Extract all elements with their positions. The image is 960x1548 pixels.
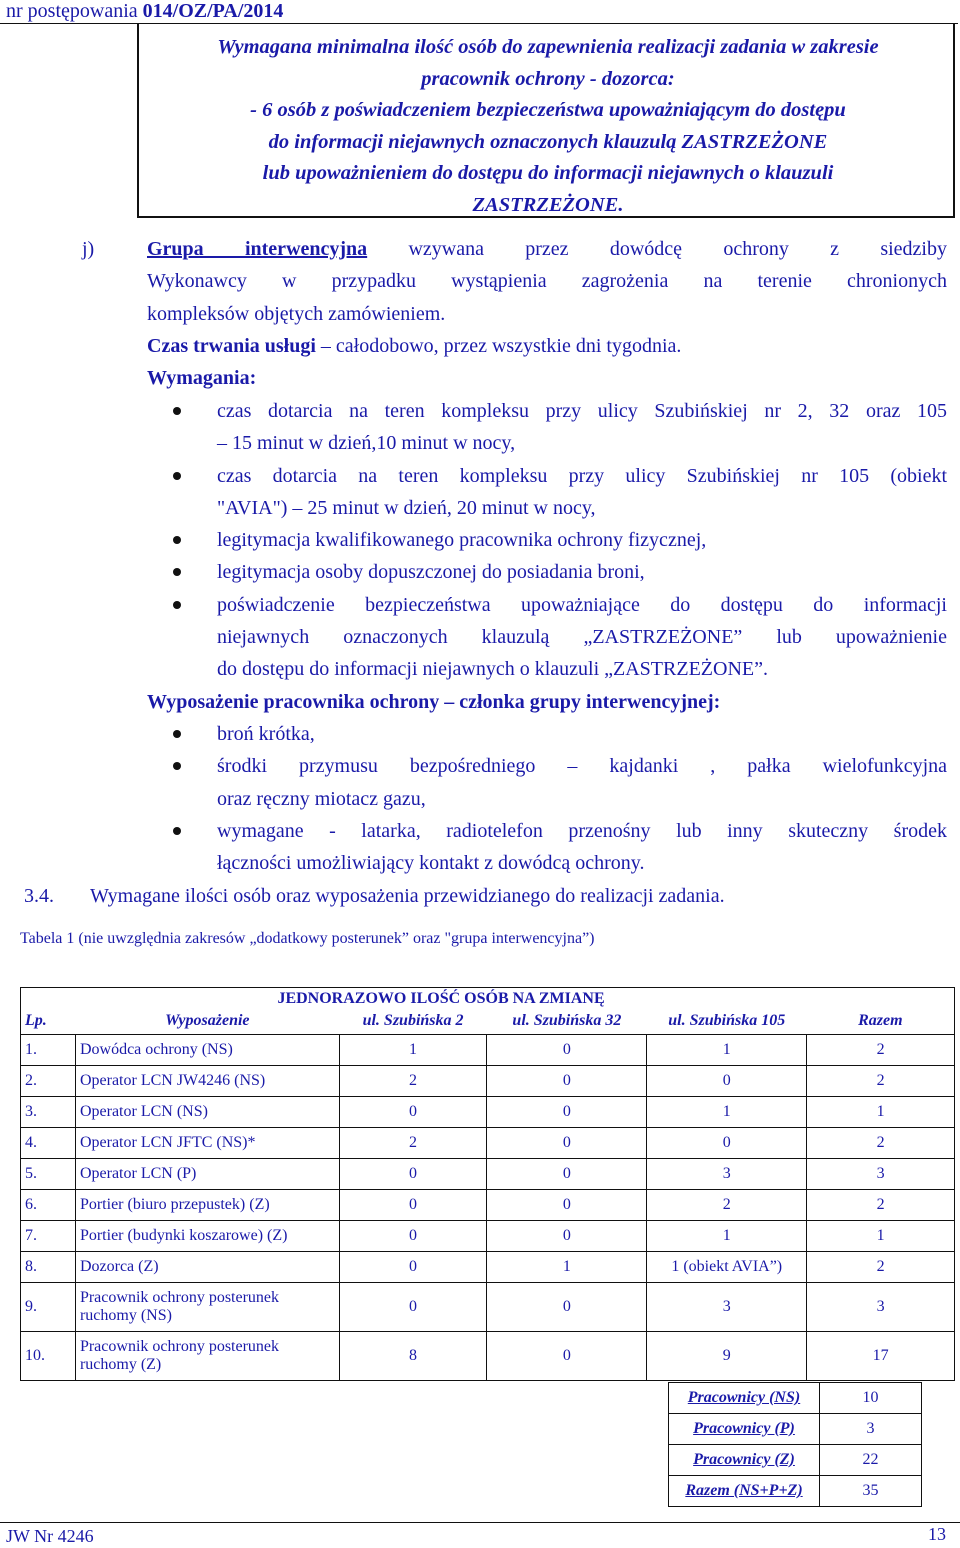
table-cell: 1 (647, 1221, 807, 1252)
list-item-line: broń krótka, (217, 722, 315, 745)
table-cell: 17 (807, 1332, 955, 1381)
table-row (21, 1128, 955, 1159)
table-title: JEDNORAZOWO ILOŚĆ OSÓB NA ZMIANĘ (75, 988, 806, 1009)
list-item-line: niejawnych oznaczonych klauzulą „ZASTRZEŻONE” lub upoważnienie (217, 626, 947, 649)
table-cell: 1. (21, 1035, 76, 1066)
table-cell: 0 (339, 1252, 487, 1283)
duration-line (147, 330, 947, 362)
table-cell: 1 (807, 1221, 955, 1252)
table-cell: 6. (21, 1190, 76, 1221)
summary-table (668, 1382, 922, 1507)
table-cell: 2 (807, 1066, 955, 1097)
box-line: ZASTRZEŻONE. (472, 193, 624, 216)
table-cell: 3 (807, 1159, 955, 1190)
table-cell: 2 (807, 1128, 955, 1159)
list-item (147, 395, 947, 460)
list-item-line: środki przymusu bezpośredniego – kajdanki , pałka wielofunkcyjna (217, 755, 947, 778)
table-cell: Operator LCN JW4246 (NS) (75, 1066, 339, 1097)
table-row (21, 1332, 955, 1381)
section-j-line1 (147, 233, 947, 265)
duration-text: – całodobowo, przez wszystkie dni tygodnia. (315, 334, 682, 357)
table-cell: 8 (339, 1332, 487, 1381)
list-item-line: do dostępu do informacji niejawnych o klauzuli „ZASTRZEŻONE”. (217, 658, 768, 681)
table-header-row (21, 1008, 955, 1035)
table-cell: 3 (807, 1283, 955, 1332)
list-item (147, 750, 947, 815)
table-cell: Dozorca (Z) (75, 1252, 339, 1283)
table-cell: Portier (budynki koszarowe) (Z) (75, 1221, 339, 1252)
table-cell: 0 (339, 1283, 487, 1332)
table-cell: 2 (807, 1035, 955, 1066)
summary-value: 3 (820, 1414, 922, 1445)
procedure-id: 014/OZ/PA/2014 (142, 0, 284, 22)
list-item (147, 718, 947, 750)
table-cell: 0 (339, 1221, 487, 1252)
list-item-line: poświadczenie bezpieczeństwa upoważniające do dostępu do informacji (217, 593, 947, 616)
table-row (21, 1252, 955, 1283)
table-cell: 0 (647, 1128, 807, 1159)
header-lp: Lp. (21, 1008, 76, 1035)
summary-row (669, 1445, 922, 1476)
section-j-text: wzywana przez dowódcę ochrony z siedziby (367, 238, 947, 260)
list-item (147, 815, 947, 880)
page-number: 13 (928, 1524, 946, 1544)
header-total: Razem (807, 1008, 955, 1035)
section-title: Wymagane ilości osób oraz wyposażenia przewidzianego do realizacji zadania. (90, 885, 725, 907)
table-caption: Tabela 1 (nie uwzględnia zakresów „dodatkowy posterunek” oraz "grupa interwencyjna”) (20, 930, 595, 947)
header-equipment: Wyposażenie (75, 1008, 339, 1035)
table-cell: Pracownik ochrony posterunek ruchomy (NS) (75, 1283, 339, 1332)
table-cell: 1 (807, 1097, 955, 1128)
table-cell: 0 (487, 1283, 647, 1332)
table-cell: 0 (487, 1128, 647, 1159)
table-cell: 0 (487, 1066, 647, 1097)
requirements-list (147, 395, 947, 879)
staff-table (20, 987, 955, 1381)
summary-row (669, 1414, 922, 1445)
table-cell: 1 (647, 1035, 807, 1066)
table-cell: 3 (647, 1283, 807, 1332)
summary-label: Pracownicy (Z) (669, 1445, 820, 1476)
table-cell: 2. (21, 1066, 76, 1097)
list-item-line: oraz ręczny miotacz gazu, (217, 787, 426, 810)
duration-label: Czas trwania usługi (147, 334, 316, 357)
list-item (147, 460, 947, 525)
table-cell: 0 (487, 1221, 647, 1252)
list-item-line: – 15 minut w dzień,10 minut w nocy, (217, 432, 516, 455)
box-line: pracownik ochrony - dozorca: (421, 67, 675, 90)
list-item-line: wymagane - latarka, radiotelefon przenośny lub inny skuteczny środek (217, 819, 947, 842)
table-cell: 2 (647, 1190, 807, 1221)
table-cell: Dowódca ochrony (NS) (75, 1035, 339, 1066)
header-szubinska-105: ul. Szubińska 105 (647, 1008, 807, 1035)
table-cell: 3 (647, 1159, 807, 1190)
section-3-4 (24, 885, 725, 908)
summary-label: Pracownicy (NS) (669, 1383, 820, 1414)
table-row (21, 1221, 955, 1252)
minimum-staff-box (137, 24, 955, 218)
summary-value: 22 (820, 1445, 922, 1476)
table-cell: Portier (biuro przepustek) (Z) (75, 1190, 339, 1221)
table-cell: 3. (21, 1097, 76, 1128)
summary-value: 35 (820, 1476, 922, 1507)
table-cell: 0 (487, 1035, 647, 1066)
box-line: Wymagana minimalna ilość osób do zapewnienia realizacji zadania w zakresie (217, 36, 879, 58)
page-header (0, 0, 960, 26)
table-row (21, 1283, 955, 1332)
table-row (21, 1097, 955, 1128)
table-cell: 9. (21, 1283, 76, 1332)
table-cell: 4. (21, 1128, 76, 1159)
table-cell: 0 (487, 1097, 647, 1128)
box-line: do informacji niejawnych oznaczonych klauzulą ZASTRZEŻONE (268, 130, 828, 153)
table-cell: Operator LCN (NS) (75, 1097, 339, 1128)
table-cell: 1 (647, 1097, 807, 1128)
list-item (147, 589, 947, 686)
table-cell: Operator LCN JFTC (NS)* (75, 1128, 339, 1159)
table-cell: 0 (339, 1190, 487, 1221)
list-item (147, 556, 947, 588)
table-cell: 0 (487, 1159, 647, 1190)
list-item-line: legitymacja kwalifikowanego pracownika ochrony fizycznej, (217, 529, 707, 552)
table-cell: 10. (21, 1332, 76, 1381)
list-item-line: legitymacja osoby dopuszczonej do posiadania broni, (217, 561, 645, 584)
table-row (21, 1066, 955, 1097)
table-cell: 2 (339, 1066, 487, 1097)
table-cell: 1 (obiekt AVIA”) (647, 1252, 807, 1283)
table-cell: 1 (339, 1035, 487, 1066)
minimum-staff-text (139, 32, 957, 222)
table-cell: 0 (339, 1097, 487, 1128)
table-cell: 0 (339, 1159, 487, 1190)
footer-unit: JW Nr 4246 (6, 1526, 94, 1546)
table-cell: 9 (647, 1332, 807, 1381)
section-number: 3.4. (24, 885, 54, 907)
summary-label: Razem (NS+P+Z) (669, 1476, 820, 1507)
table-cell: 2 (807, 1190, 955, 1221)
list-item-line: łączności umożliwiający kontakt z dowódcą ochrony. (217, 852, 645, 875)
table-cell: 2 (339, 1128, 487, 1159)
requirements-label: Wymagania: (147, 367, 257, 390)
section-j-title: Grupa interwencyjna (147, 238, 368, 260)
list-item-line: czas dotarcia na teren kompleksu przy ulicy Szubińskiej nr 2, 32 oraz 105 (217, 400, 947, 422)
section-j-label: j) (82, 238, 95, 260)
table-cell: 1 (487, 1252, 647, 1283)
table-cell: 0 (487, 1190, 647, 1221)
summary-label: Pracownicy (P) (669, 1414, 820, 1445)
footer-divider (0, 1522, 960, 1523)
list-item-line: czas dotarcia na teren kompleksu przy ulicy Szubińskiej nr 105 (obiekt (217, 464, 947, 487)
procedure-prefix: nr postępowania (6, 0, 143, 22)
table-row (21, 1035, 955, 1066)
section-j-line3: kompleksów objętych zamówieniem. (147, 302, 446, 325)
header-szubinska-32: ul. Szubińska 32 (487, 1008, 647, 1035)
table-cell: 7. (21, 1221, 76, 1252)
table-cell: 8. (21, 1252, 76, 1283)
summary-row (669, 1476, 922, 1507)
section-j-line2: Wykonawcy w przypadku wystąpienia zagrożenia na terenie chronionych (147, 270, 947, 293)
box-line: lub upoważnieniem do dostępu do informacji niejawnych o klauzuli (262, 162, 834, 185)
table-cell: Operator LCN (P) (75, 1159, 339, 1190)
box-line: - 6 osób z poświadczeniem bezpieczeństwa upoważniającym do dostępu (250, 99, 846, 122)
summary-value: 10 (820, 1383, 922, 1414)
table-cell: Pracownik ochrony posterunek ruchomy (Z) (75, 1332, 339, 1381)
table-row (21, 1159, 955, 1190)
table-cell: 0 (647, 1066, 807, 1097)
procedure-number (6, 0, 283, 23)
table-cell: 5. (21, 1159, 76, 1190)
table-cell: 2 (807, 1252, 955, 1283)
table-row (21, 1190, 955, 1221)
section-j (82, 233, 947, 394)
table-cell: 0 (487, 1332, 647, 1381)
summary-row (669, 1383, 922, 1414)
header-szubinska-2: ul. Szubińska 2 (339, 1008, 487, 1035)
equipment-label: Wyposażenie pracownika ochrony – członka grupy interwencyjnej: (147, 690, 721, 713)
list-item (147, 524, 947, 556)
list-item-line: "AVIA") – 25 minut w dzień, 20 minut w nocy, (217, 496, 596, 519)
